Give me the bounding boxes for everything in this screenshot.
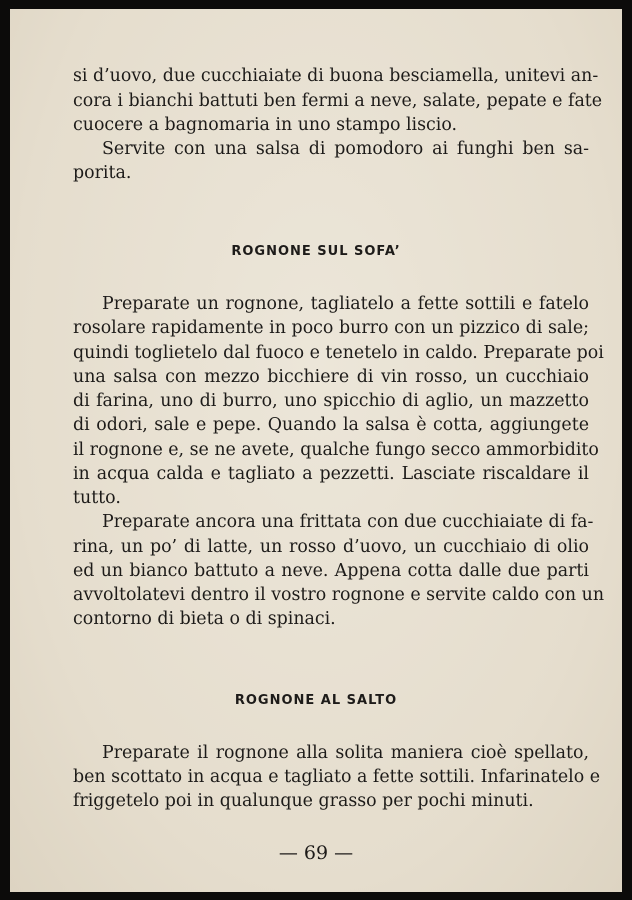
- book-page: [10, 9, 622, 892]
- text-line: quindi toglietelo dal fuoco e tenetelo in caldo. Preparate poi: [73, 343, 604, 363]
- recipe-title: ROGNONE SUL SOFA’: [231, 244, 401, 259]
- text-line: Preparate ancora una frittata con due cucchiaiate di fa-: [102, 512, 594, 532]
- text-line: porita.: [73, 163, 132, 183]
- text-line: di farina, uno di burro, uno spicchio di aglio, un mazzetto: [73, 391, 589, 411]
- text-line: ben scottato in acqua e tagliato a fette sottili. Infarinatelo e: [73, 767, 601, 787]
- text-line: una salsa con mezzo bicchiere di vin rosso, un cucchiaio: [73, 367, 589, 387]
- text-line: friggetelo poi in qualunque grasso per pochi minuti.: [73, 791, 534, 811]
- text-line: ed un bianco battuto a neve. Appena cotta dalle due parti: [73, 561, 589, 581]
- text-line: Servite con una salsa di pomodoro ai funghi ben sa-: [102, 139, 589, 159]
- text-line: di odori, sale e pepe. Quando la salsa è cotta, aggiungete: [73, 415, 589, 435]
- page-number: — 69 —: [278, 842, 354, 864]
- recipe-title: ROGNONE AL SALTO: [234, 693, 398, 708]
- text-line: si d’uovo, due cucchiaiate di buona besciamella, unitevi an-: [73, 66, 599, 86]
- text-line: Preparate il rognone alla solita maniera cioè spellato,: [102, 743, 589, 763]
- text-line: cora i bianchi battuti ben fermi a neve, salate, pepate e fate: [73, 91, 603, 111]
- text-line: rina, un po’ di latte, un rosso d’uovo, un cucchiaio di olio: [73, 537, 589, 557]
- text-line: contorno di bieta o di spinaci.: [73, 609, 336, 629]
- text-line: cuocere a bagnomaria in uno stampo liscio.: [73, 115, 458, 135]
- text-line: Preparate un rognone, tagliatelo a fette sottili e fatelo: [102, 294, 589, 314]
- text-line: rosolare rapidamente in poco burro con un pizzico di sale;: [73, 318, 589, 338]
- text-line: in acqua calda e tagliato a pezzetti. Lasciate riscaldare il: [73, 464, 589, 484]
- text-line: tutto.: [73, 488, 121, 508]
- text-line: avvoltolatevi dentro il vostro rognone e servite caldo con un: [73, 585, 605, 605]
- text-line: il rognone e, se ne avete, qualche fungo secco ammorbidito: [73, 440, 599, 460]
